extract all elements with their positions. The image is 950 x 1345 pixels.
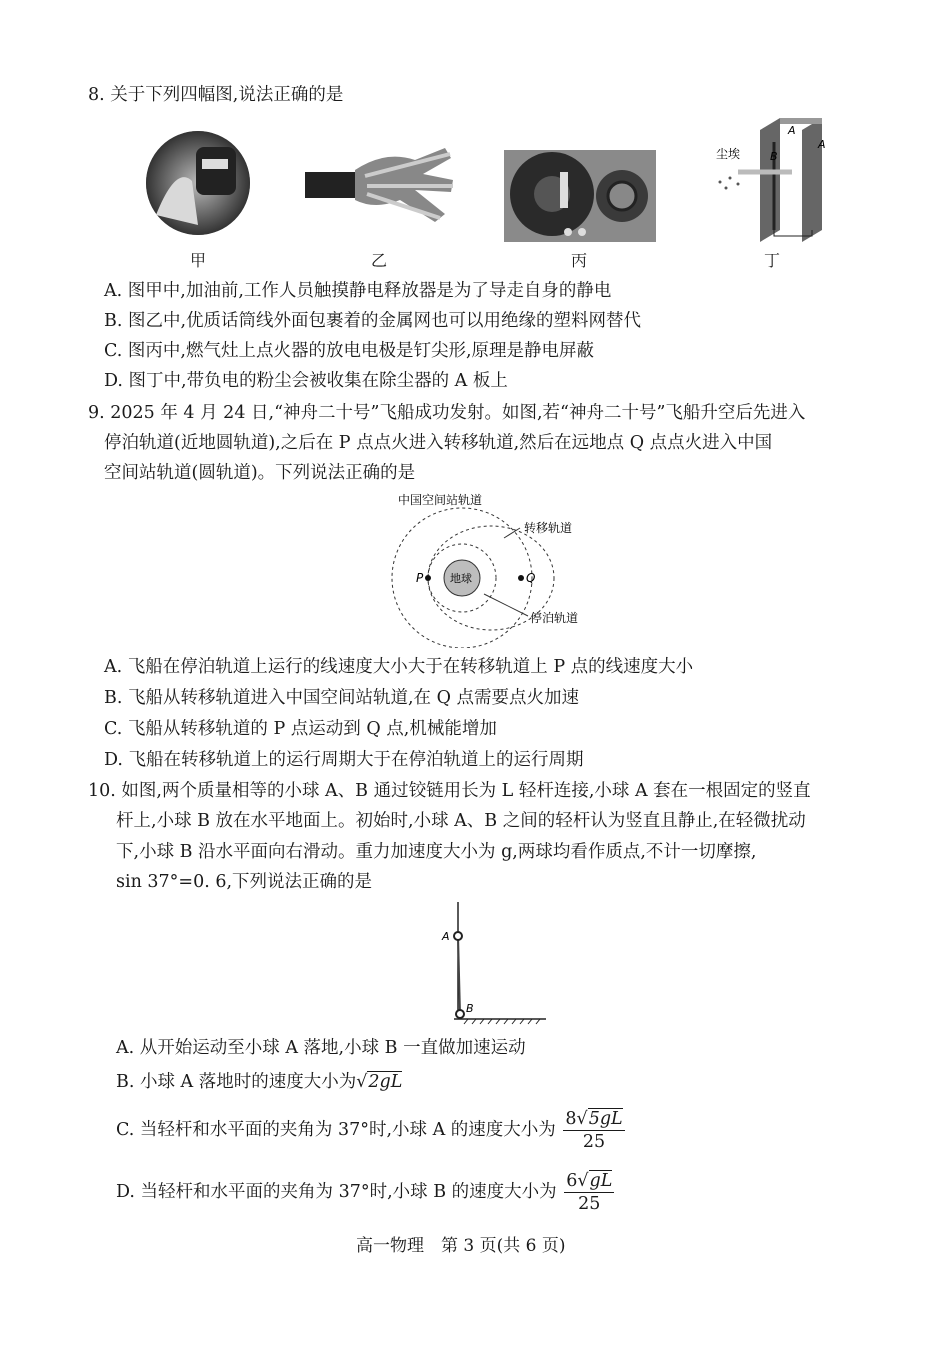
q10-option-d (116, 1170, 614, 1215)
q8-label-ding: 丁 (764, 251, 781, 270)
point-p-label: P (416, 571, 424, 585)
q8-figure-bing (504, 150, 656, 242)
transfer-orbit-label: 转移轨道 (524, 521, 573, 535)
q8-figure-ding (708, 112, 838, 244)
plate-a-label-2: A (818, 138, 826, 151)
parking-orbit-label: 停泊轨道 (530, 611, 579, 625)
q10-option-c-text: C. 当轻杆和水平面的夹角为 37°时,小球 A 的速度大小为 (116, 1120, 556, 1140)
q8-figure-yi (305, 140, 455, 230)
q9-option-c: C. 飞船从转移轨道的 P 点运动到 Q 点,机械能增加 (104, 719, 497, 739)
plate-b-label: B (770, 150, 778, 163)
q9-option-a: A. 飞船在停泊轨道上运行的线速度大小大于在转移轨道上 P 点的线速度大小 (104, 657, 694, 677)
q10-option-b: B. 小球 A 落地时的速度大小为√2gL (116, 1072, 403, 1092)
q8-option-a: A. 图甲中,加油前,工作人员触摸静电释放器是为了导走自身的静电 (104, 281, 612, 301)
page-footer: 高一物理 第 3 页(共 6 页) (356, 1236, 566, 1256)
q8-figure-jia (146, 125, 250, 241)
q10-option-c-sqrt: 5gL (588, 1109, 623, 1129)
q10-stem-line-1: 10. 如图,两个质量相等的小球 A、B 通过铰链用长为 L 轻杆连接,小球 A 套在一根固定的竖直 (88, 781, 811, 801)
q9-stem-line-1: 9. 2025 年 4 月 24 日,“神舟二十号”飞船成功发射。如图,若“神舟二十号”飞船升空后先进入 (88, 403, 806, 423)
point-q-label: Q (526, 571, 536, 585)
q10-option-c (116, 1108, 625, 1153)
q10-option-d-sqrt: gL (589, 1171, 613, 1191)
earth-label: 地球 (450, 572, 472, 585)
dust-label: 尘埃 (716, 147, 741, 161)
q8-option-d: D. 图丁中,带负电的粉尘会被收集在除尘器的 A 板上 (104, 371, 508, 391)
ball-b-label: B (466, 1002, 474, 1015)
q10-option-c-coef: 8 (565, 1109, 577, 1129)
q10-option-a: A. 从开始运动至小球 A 落地,小球 B 一直做加速运动 (116, 1038, 526, 1058)
station-orbit-label: 中国空间站轨道 (398, 493, 483, 507)
q9-orbit-diagram (380, 488, 620, 648)
q10-stem-line-2: 杆上,小球 B 放在水平地面上。初始时,小球 A、B 之间的轻杆认为竖直且静止,在轻微扰动 (116, 811, 806, 831)
q9-stem-line-2: 停泊轨道(近地圆轨道),之后在 P 点点火进入转移轨道,然后在远地点 Q 点点火进入中国 (104, 433, 773, 453)
q10-option-d-coef: 6 (566, 1171, 578, 1191)
q9-option-b: B. 飞船从转移轨道进入中国空间站轨道,在 Q 点需要点火加速 (104, 688, 580, 708)
q10-option-d-text: D. 当轻杆和水平面的夹角为 37°时,小球 B 的速度大小为 (116, 1182, 557, 1202)
ball-a-label: A (442, 930, 450, 943)
q10-option-b-text: B. 小球 A 落地时的速度大小为 (116, 1072, 357, 1092)
q8-label-bing: 丙 (571, 251, 588, 270)
q8-label-yi: 乙 (371, 251, 388, 270)
q9-option-d: D. 飞船在转移轨道上的运行周期大于在停泊轨道上的运行周期 (104, 750, 584, 770)
plate-a-label: A (788, 124, 796, 137)
q8-label-jia: 甲 (190, 251, 207, 270)
q10-option-c-den: 25 (582, 1132, 606, 1152)
q10-option-c-fraction: $\frac{8√5gL}{25}$ (565, 1109, 623, 1152)
q9-stem-line-3: 空间站轨道(圆轨道)。下列说法正确的是 (104, 463, 416, 483)
q10-stem-line-3: 下,小球 B 沿水平面向右滑动。重力加速度大小为 g,两球均看作质点,不计一切摩擦, (116, 842, 757, 862)
q10-option-b-sqrt: 2gL (368, 1072, 403, 1092)
q10-option-d-den: 25 (578, 1194, 601, 1214)
q10-option-d-fraction: $\frac{6√gL}{25}$ (566, 1171, 613, 1214)
q8-stem: 8. 关于下列四幅图,说法正确的是 (88, 85, 344, 105)
q8-option-c: C. 图丙中,燃气灶上点火器的放电电极是钉尖形,原理是静电屏蔽 (104, 341, 595, 361)
q10-rod-diagram (436, 900, 548, 1026)
q8-option-b: B. 图乙中,优质话筒线外面包裹着的金属网也可以用绝缘的塑料网替代 (104, 311, 642, 331)
q10-stem-line-4: sin 37°=0. 6,下列说法正确的是 (116, 872, 373, 892)
